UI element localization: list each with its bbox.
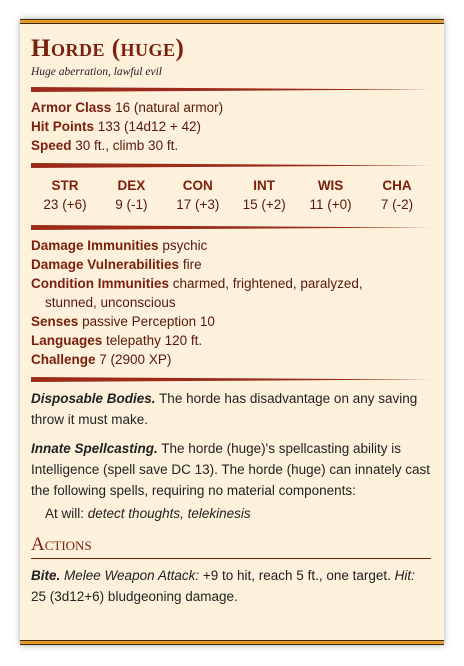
action-name: Bite. [31,568,61,583]
ability-name: WIS [317,178,344,193]
damage-immunities-label: Damage Immunities [31,238,159,253]
action-bite [31,565,431,607]
challenge [31,350,431,369]
damage-immunities-value: psychic [162,238,208,253]
languages [31,331,431,350]
attack-text: +9 to hit, reach 5 ft., one target. [202,568,391,583]
stat-block-content [31,35,431,615]
senses-label: Senses [31,314,79,329]
speed [31,136,431,155]
stat-block-card [20,19,444,645]
ability-cha [367,176,427,215]
bottom-border [20,640,444,645]
damage-text: 25 (3d12+6) bludgeoning damage. [31,589,238,604]
ability-name: CHA [382,178,412,193]
actions-heading: Actions [31,534,431,559]
monster-type: Huge aberration, lawful evil [31,66,162,78]
damage-vulnerabilities-label: Damage Vulnerabilities [31,257,180,272]
ability-con [168,176,228,215]
trait-innate-spellcasting [31,438,431,501]
ability-score: 17 (+3) [176,197,220,212]
condition-immunities-label: Condition Immunities [31,276,169,291]
ability-name: STR [51,178,79,193]
ability-score: 11 (+0) [309,197,352,212]
trait-disposable-bodies [31,388,431,430]
divider [31,377,431,382]
languages-value: telepathy 120 ft. [106,333,203,348]
condition-immunities-continued [31,293,431,312]
trait-name: Innate Spellcasting. [31,441,158,456]
ability-score: 15 (+2) [242,197,286,212]
trait-text: The horde (huge)'s spellcasting ability is Intelligence (spell save DC 13). The horde (huge) can innately cast the following spells, requiring no material components: [31,441,430,498]
hit-points [31,117,431,136]
languages-label: Languages [31,333,103,348]
ability-score: 9 (-1) [115,197,148,212]
hit-points-value: 133 (14d12 + 42) [97,119,201,134]
hit-label: Hit: [394,568,415,583]
divider [31,225,431,230]
condition-immunities-value: charmed, frightened, paralyzed, [172,276,363,291]
speed-label: Speed [31,138,72,153]
ability-name: DEX [117,178,146,193]
ability-scores [31,174,431,217]
challenge-value: 7 (2900 XP) [99,352,172,367]
at-will-spells [31,503,431,524]
ability-dex [101,176,161,215]
trait-text: The horde has disadvantage on any saving throw it must make. [31,391,418,427]
condition-immunities [31,274,431,293]
speed-value: 30 ft., climb 30 ft. [75,138,179,153]
damage-immunities [31,236,431,255]
at-will-label: At will: [45,506,85,521]
armor-class-value: 16 (natural armor) [115,100,224,115]
top-border [20,19,444,24]
divider [31,87,431,92]
senses [31,312,431,331]
ability-str [35,176,95,215]
ability-name: INT [253,178,276,193]
hit-points-label: Hit Points [31,119,94,134]
armor-class-label: Armor Class [31,100,112,115]
senses-value: passive Perception 10 [82,314,215,329]
condition-immunities-value-2: stunned, unconscious [45,295,176,310]
challenge-label: Challenge [31,352,96,367]
ability-wis [301,176,361,215]
attack-type: Melee Weapon Attack: [64,568,200,583]
divider [31,163,431,168]
at-will-spell-list: detect thoughts, telekinesis [87,506,251,521]
trait-name: Disposable Bodies. [31,391,156,406]
armor-class [31,98,431,117]
damage-vulnerabilities-value: fire [182,257,202,272]
ability-score: 23 (+6) [43,197,87,212]
ability-score: 7 (-2) [380,197,414,212]
damage-vulnerabilities [31,255,431,274]
monster-name: Horde (huge) [31,35,185,62]
ability-name: CON [182,178,213,193]
ability-int [234,176,294,215]
